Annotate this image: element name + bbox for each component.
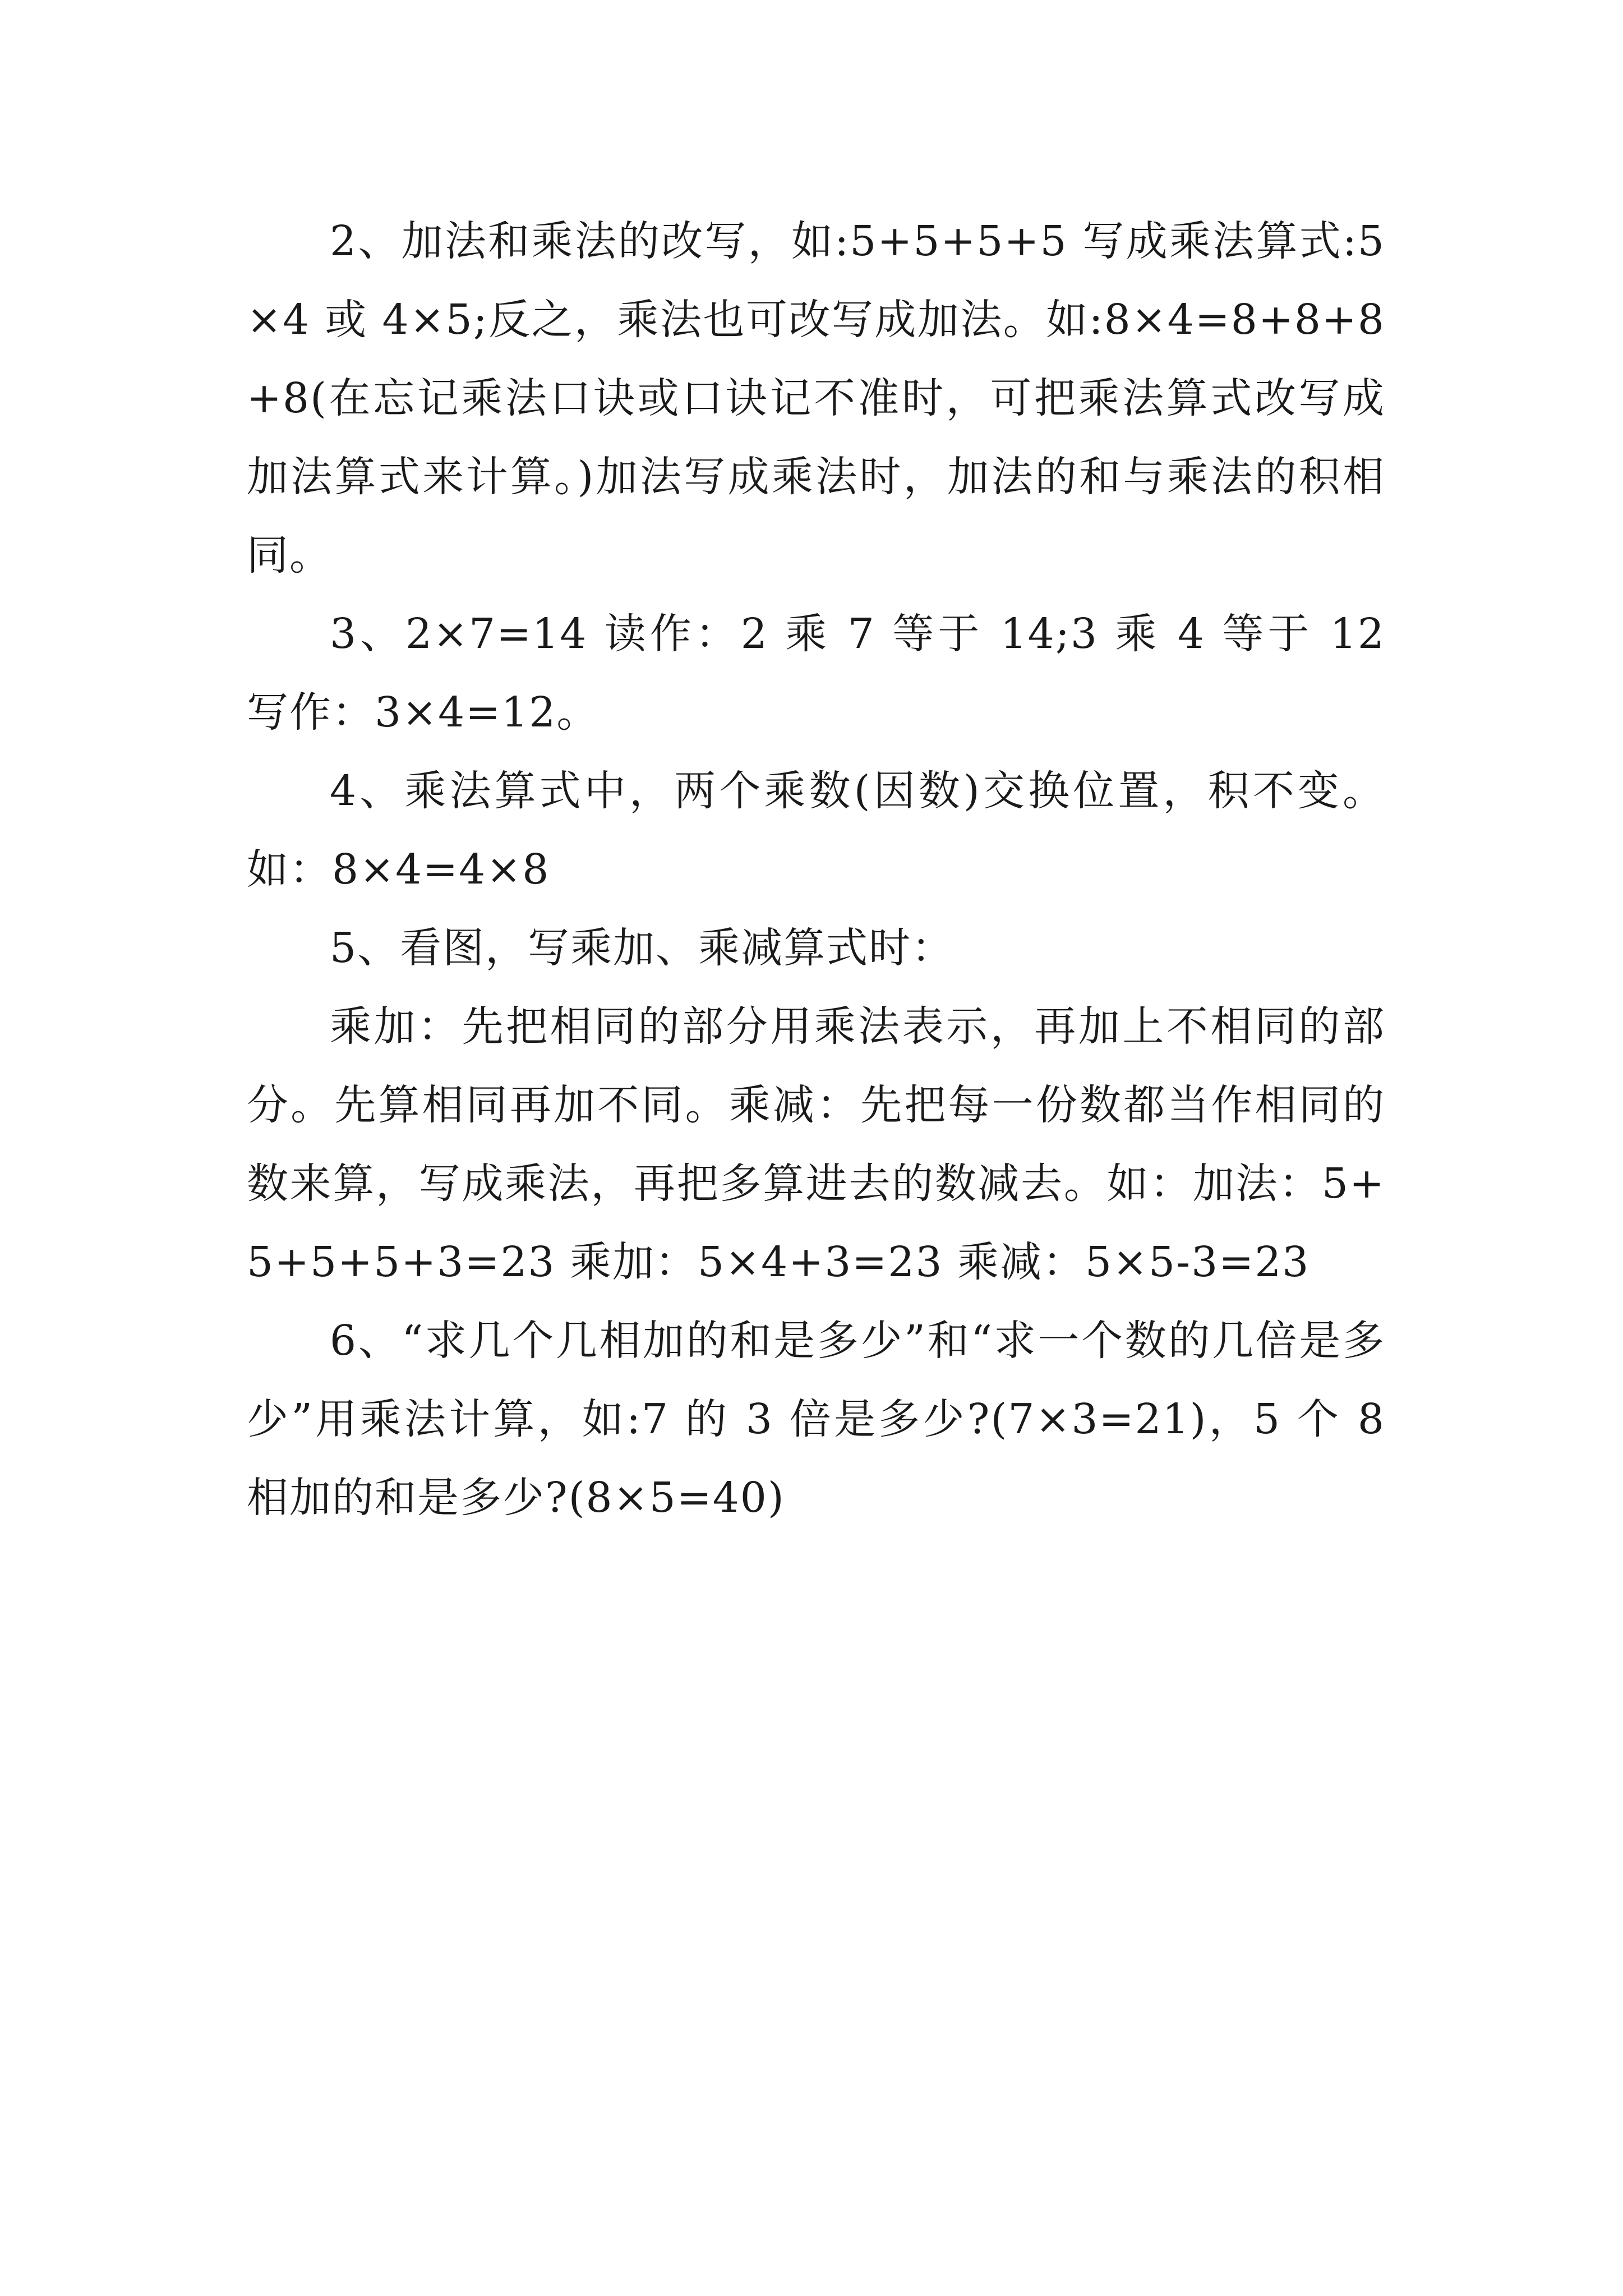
paragraph-reading-writing: 3、2×7=14 读作：2 乘 7 等于 14;3 乘 4 等于 12 写作：3×4=12。 [247,610,1385,737]
paragraph-picture-equations: 5、看图，写乘加、乘减算式时： [330,924,955,972]
paragraph-word-problems: 6、“求几个几相加的和是多少”和“求一个数的几倍是多少”用乘法计算，如:7 的 3 倍是多少?(7×3=21)，5 个 8 相加的和是多少?(8×5=40) [247,1317,1385,1522]
paragraph-rewrite-addition-multiplication: 2、加法和乘法的改写，如:5+5+5+5 写成乘法算式:5×4 或 4×5;反之，乘法也可改写成加法。如:8×4=8+8+8+8(在忘记乘法口诀或口诀记不准时，可把乘法算式改写成加法算式来计算。)加法写成乘法时，加法的和与乘法的积相同。 [247,217,1385,579]
paragraph-commutative: 4、乘法算式中，两个乘数(因数)交换位置，积不变。如：8×4=4×8 [247,767,1385,894]
paragraph-multiply-add-subtract: 乘加：先把相同的部分用乘法表示，再加上不相同的部分。先算相同再加不同。乘减：先把每一份数都当作相同的数来算，写成乘法，再把多算进去的数减去。如：加法：5+5+5+5+3=23 乘加：5×4+3=23 乘减：5×5-3=23 [247,1002,1385,1286]
document-body [247,202,1385,1537]
